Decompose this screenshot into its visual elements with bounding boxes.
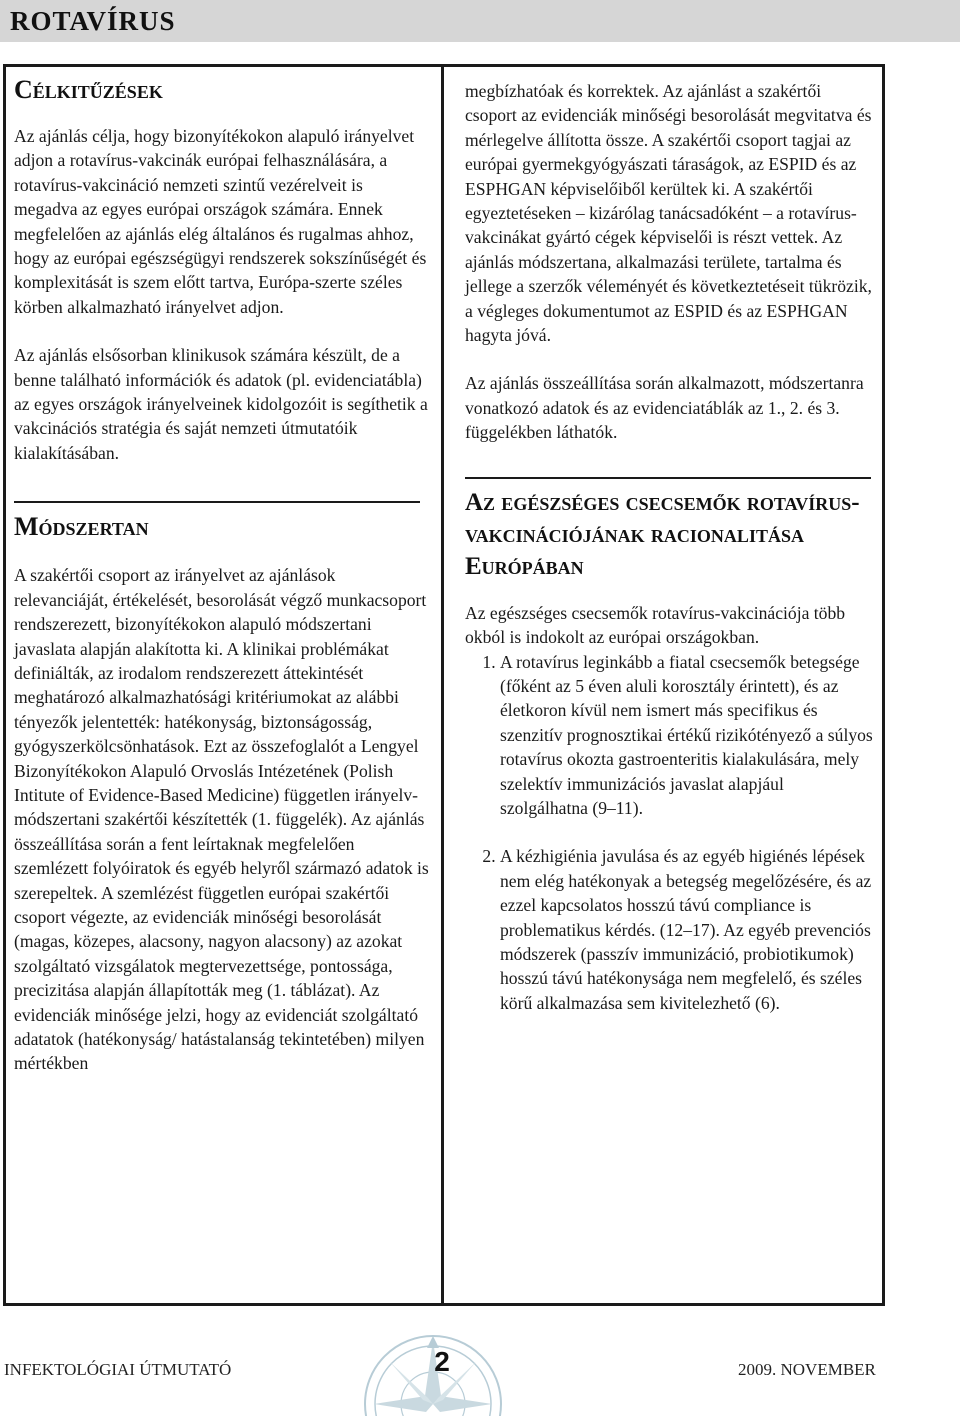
column-divider xyxy=(441,64,444,1306)
page-number: 2 xyxy=(434,1346,450,1377)
section-rule xyxy=(14,501,420,503)
paragraph: Az ajánlás célja, hogy bizonyítékokon alapuló irányelvet adjon a rotavírus-vakcinák európai felhasználására, a rotavírus-vakcináció nemzeti szintű vezérelveit is megadva az egyes európai országok számára. Ennek megfelelően az ajánlás elég általános és rugalmas ahhoz, hogy az európai egészségügyi rendszerek sokszínűségét és komplexitását is szem előtt tartva, Európa-szerte széles körben alkalmazható irányelvet adjon. xyxy=(14,126,427,317)
paragraph: Az egészséges csecsemők rotavírus-vakcinációja több okból is indokolt az európai országokban. xyxy=(465,602,846,648)
footer-left: INFEKTOLÓGIAI ÚTMUTATÓ xyxy=(4,1360,232,1379)
list-item: 1. A rotavírus leginkább a fiatal csecsemők betegsége (főként az 5 éven aluli korosztály érintett), és az életkoron kívül nem ismert más specifikus és szenzitív prognosztikai értékű rizikótényező a súlyos rotavírus okozta gastroenteritis kialakulására, mely szelektív immunizációs javaslat alapjául szolgálhatna (9–11). xyxy=(500,650,875,821)
paragraph: A szakértői csoport az irányelvet az ajánlások relevanciáját, értékelését, besorolását végző munkacsoport rendszerezett, bizonyítékokon alapuló módszertani javaslata alapján alakította ki. A klinikai problémákat definiálták, az irodalom rendszerezett áttekintését meghatározó alkalmazhatósági kritériumokat az alábbi tényezők jelentették: hatékonyság, biztonságosság, gyógyszerkölcsönhatások. Ezt az összefoglalót a Lengyel Bizonyítékokon Alapuló Orvoslás Intézetének (Polish Intitute of Evidence-Based Medicine) független irányelv-módszertani szakértői készítették (1. függelék). Az ajánlás összeállítása során a fent leírtaknak megfelelően szemlézett folyóiratok és egyéb helyről származó adatok is szerepeltek. A szemlézést független európai szakértői csoport végezte, az evidenciák minőségi besorolását (magas, közepes, alacsony, nagyon alacsony) az azokat szolgáltató vizsgálatok megtervezettsége, pontossága, precizitása alapján állapították meg (1. táblázat). Az evidenciák minősége jelzi, hogy az evidenciát szolgáltató adatatok (hatékonyság/ hatástalanság tekintetében) milyen mértékben xyxy=(14,565,429,1074)
list-item: 2. A kézhigiénia javulása és az egyéb higiénés lépések nem elég hatékonyak a betegség megelőzésére, és az ezzel kapcsolatos hosszú távú compliance is problematikus kérdés. (12–17). Az egyéb prevenciós módszerek (passzív immunizáció, probiotikumok) hosszú távú hatékonysága nem megfelelő, és széles körű alkalmazása sem kivitelezhető (6). xyxy=(500,844,875,1015)
paragraph: Az ajánlás összeállítása során alkalmazott, módszertanra vonatkozó adatok és az evidenciatáblák az 1., 2. és 3. függelékben láthatók. xyxy=(465,373,864,443)
section-heading-celkituzesek: Célkitűzések xyxy=(14,75,163,104)
section-heading-modszertan: Módszertan xyxy=(14,512,149,542)
section-rule xyxy=(465,477,871,479)
paragraph: megbízhatóak és korrektek. Az ajánlást a szakértői csoport az evidenciák minőségi besorolását megvitatva és mérlegelve állította össze. A szakértői csoport tagjai az európai gyermekgyógyászati táraságok, az ESPID és az ESPHGAN képviselőiből kerültek ki. A szakértői egyeztetéseken – kizárólag tanácsadóként – a rotavírus-vakcinákat gyártó cégek képviselői is részt vettek. Az ajánlás módszertana, alkalmazási területe, tartalma és jellege a szerzők véleményét és következtetéseit tükrözik, a végleges dokumentumot az ESPID és az ESPHGAN hagyta jóvá. xyxy=(465,81,872,346)
footer-right: 2009. NOVEMBER xyxy=(738,1360,876,1379)
paragraph: Az ajánlás elsősorban klinikusok számára készült, de a benne található információk és adatok (pl. evidenciatábla) az egyes országok irányelveinek kidolgozóit is segíthetik a vakcinációs stratégia és saját nemzeti útmutatóik kialakításában. xyxy=(14,345,428,463)
left-column xyxy=(14,70,430,1076)
section-heading-racionalitas: Az egészséges csecsemők rotavírus-vakcinációjának racionalitása Európában xyxy=(465,488,860,580)
right-column xyxy=(465,70,875,1015)
reasons-list xyxy=(465,650,875,1016)
page-title: ROTAVÍRUS xyxy=(0,0,960,42)
